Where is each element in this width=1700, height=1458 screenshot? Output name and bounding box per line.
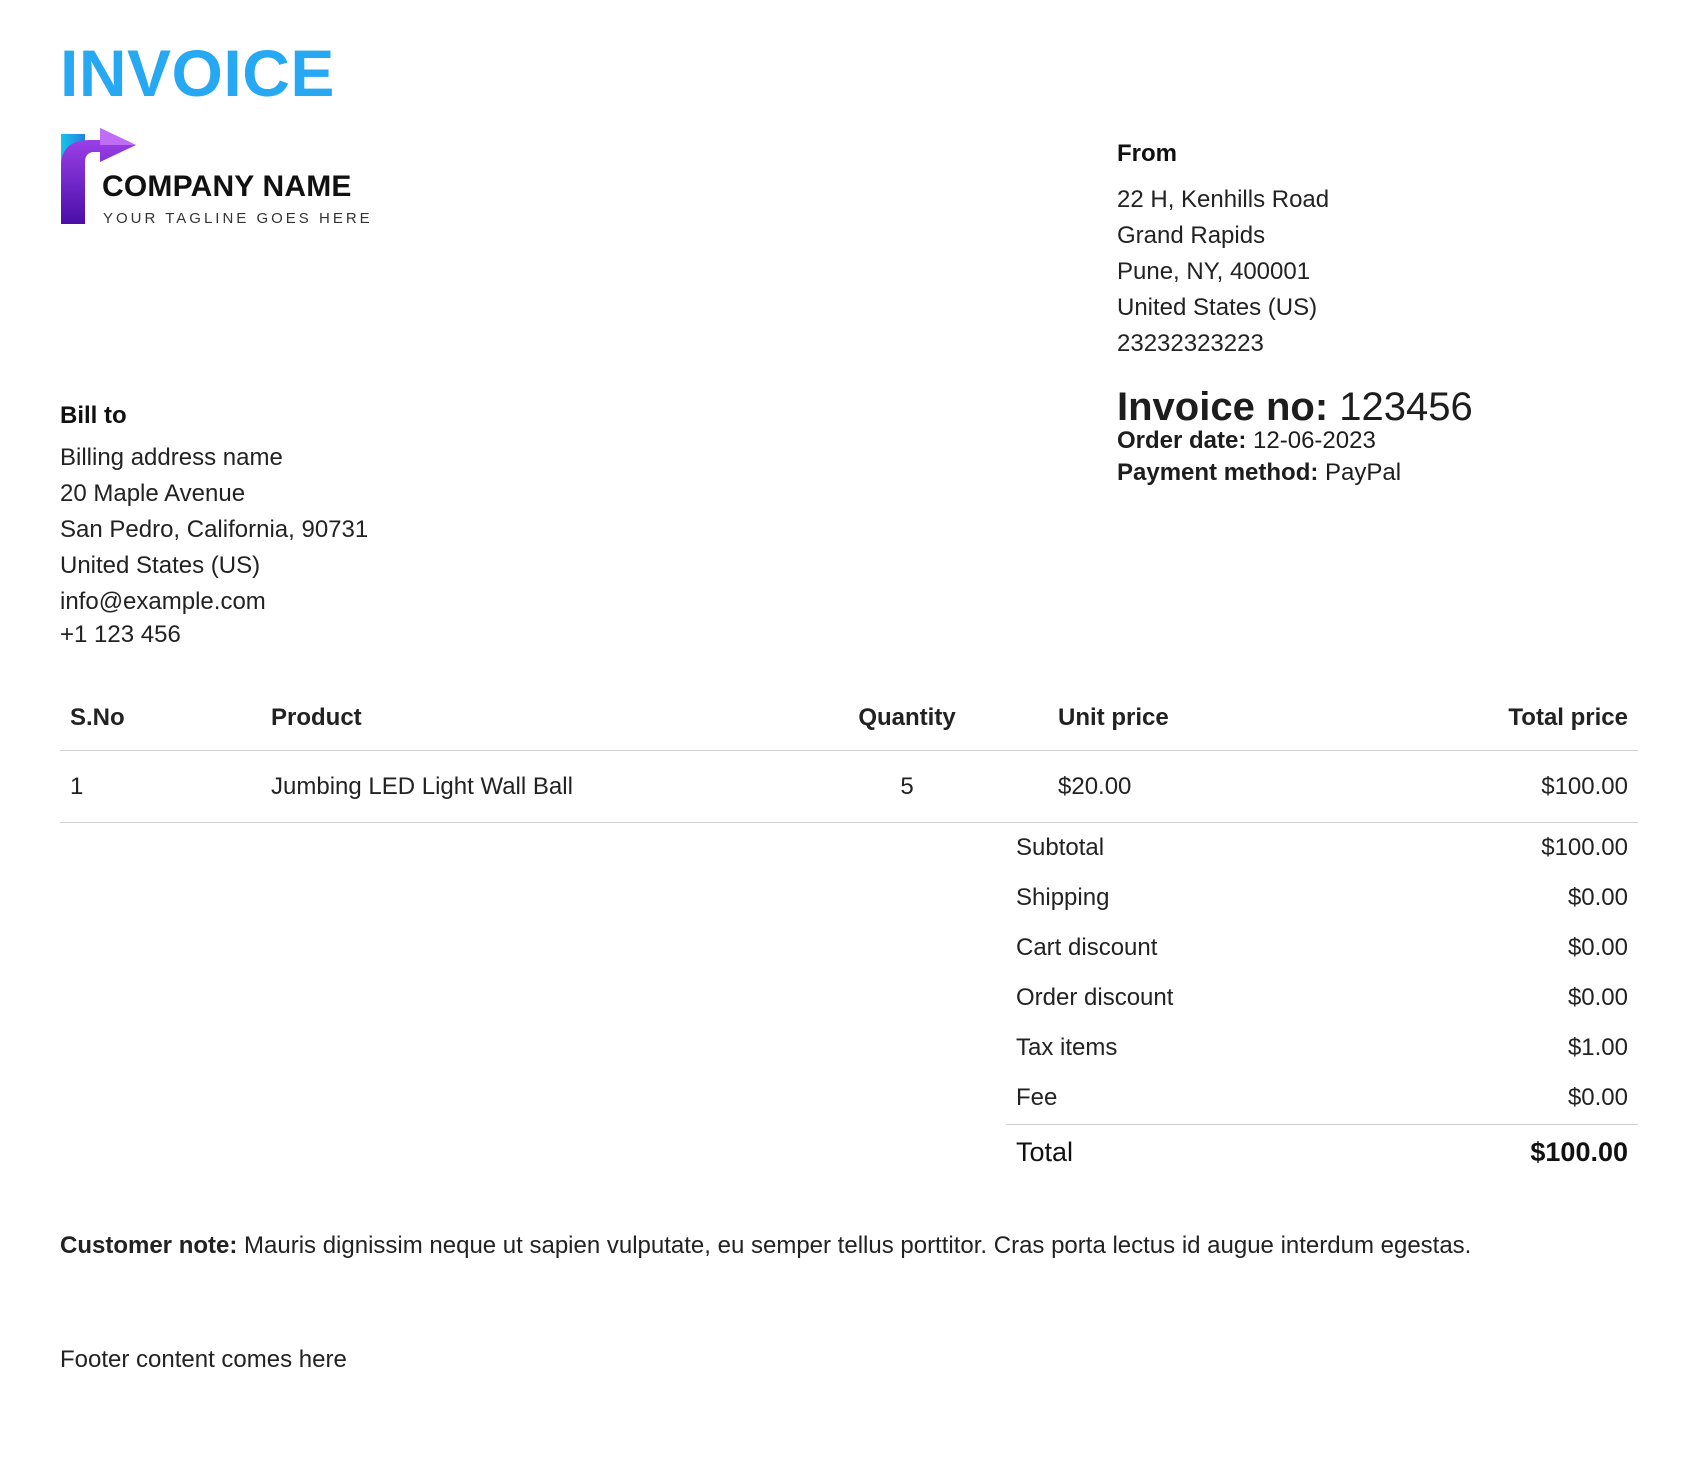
invoice-number-label: Invoice no: bbox=[1117, 385, 1329, 429]
bill-to-line: Billing address name bbox=[60, 444, 283, 471]
from-line: 22 H, Kenhills Road bbox=[1117, 186, 1330, 213]
column-header-sno: S.No bbox=[70, 704, 125, 731]
tax-items-value: $1.00 bbox=[1567, 1034, 1628, 1061]
cart-discount-value: $0.00 bbox=[1567, 934, 1628, 961]
fee-label: Fee bbox=[1016, 1084, 1058, 1111]
row-total-price: $100.00 bbox=[1541, 773, 1628, 800]
from-line: Pune, NY, 400001 bbox=[1117, 258, 1311, 285]
shipping-value: $0.00 bbox=[1567, 884, 1628, 911]
company-logo bbox=[60, 128, 373, 228]
from-line: 23232323223 bbox=[1117, 330, 1264, 357]
items-table-header bbox=[60, 690, 1638, 751]
subtotal-value: $100.00 bbox=[1541, 834, 1628, 861]
customer-note-text: Mauris dignissim neque ut sapien vulputate, eu semper tellus porttitor. Cras porta lectus id augue interdum egestas. bbox=[244, 1232, 1472, 1259]
bill-to-label: Bill to bbox=[60, 402, 127, 429]
order-discount-value: $0.00 bbox=[1567, 984, 1628, 1011]
order-date bbox=[1117, 425, 1401, 457]
bill-to-address bbox=[60, 402, 368, 650]
payment-method bbox=[1117, 457, 1401, 489]
order-date-label: Order date: bbox=[1117, 427, 1247, 454]
table-row bbox=[60, 751, 1638, 823]
footer-text: Footer content comes here bbox=[60, 1346, 347, 1373]
grand-total-value: $100.00 bbox=[1530, 1137, 1628, 1167]
subtotal-row bbox=[1006, 822, 1638, 872]
customer-note bbox=[60, 1232, 1471, 1260]
from-label: From bbox=[1117, 140, 1177, 167]
row-unit-price: $20.00 bbox=[1058, 773, 1132, 800]
row-sno: 1 bbox=[70, 773, 84, 800]
bill-to-line: 20 Maple Avenue bbox=[60, 480, 246, 507]
column-header-unit-price: Unit price bbox=[1058, 704, 1169, 731]
tax-items-row bbox=[1006, 1022, 1638, 1072]
bill-to-line: San Pedro, California, 90731 bbox=[60, 516, 369, 543]
fee-value: $0.00 bbox=[1567, 1084, 1628, 1111]
grand-total-row bbox=[1006, 1124, 1638, 1181]
tax-items-label: Tax items bbox=[1016, 1034, 1118, 1061]
order-discount-row bbox=[1006, 972, 1638, 1022]
shipping-row bbox=[1006, 872, 1638, 922]
bill-to-line: United States (US) bbox=[60, 552, 261, 579]
cart-discount-label: Cart discount bbox=[1016, 934, 1158, 961]
payment-method-label: Payment method: bbox=[1117, 459, 1319, 486]
order-discount-label: Order discount bbox=[1016, 984, 1174, 1011]
totals-summary bbox=[1006, 822, 1638, 1181]
invoice-number-value: 123456 bbox=[1339, 385, 1473, 429]
payment-method-value: PayPal bbox=[1325, 459, 1402, 486]
from-address bbox=[1117, 140, 1329, 362]
from-line: United States (US) bbox=[1117, 294, 1318, 321]
from-line: Grand Rapids bbox=[1117, 222, 1266, 249]
bill-to-email: info@example.com bbox=[60, 588, 266, 615]
cart-discount-row bbox=[1006, 922, 1638, 972]
customer-note-label: Customer note: bbox=[60, 1232, 238, 1259]
subtotal-label: Subtotal bbox=[1016, 834, 1105, 861]
row-product: Jumbing LED Light Wall Ball bbox=[271, 773, 573, 800]
shipping-label: Shipping bbox=[1016, 884, 1110, 911]
invoice-number bbox=[1117, 383, 1473, 431]
bill-to-phone: +1 123 456 bbox=[60, 621, 181, 648]
fee-row bbox=[1006, 1072, 1638, 1122]
row-quantity: 5 bbox=[900, 773, 914, 800]
invoice-meta bbox=[1117, 425, 1401, 489]
column-header-total-price: Total price bbox=[1508, 704, 1628, 731]
company-tagline: YOUR TAGLINE GOES HERE bbox=[103, 210, 373, 227]
order-date-value: 12-06-2023 bbox=[1253, 427, 1376, 454]
invoice-title: INVOICE bbox=[60, 36, 335, 110]
grand-total-label: Total bbox=[1016, 1137, 1074, 1167]
column-header-product: Product bbox=[271, 704, 362, 731]
column-header-quantity: Quantity bbox=[858, 704, 956, 731]
company-name: COMPANY NAME bbox=[102, 170, 352, 203]
